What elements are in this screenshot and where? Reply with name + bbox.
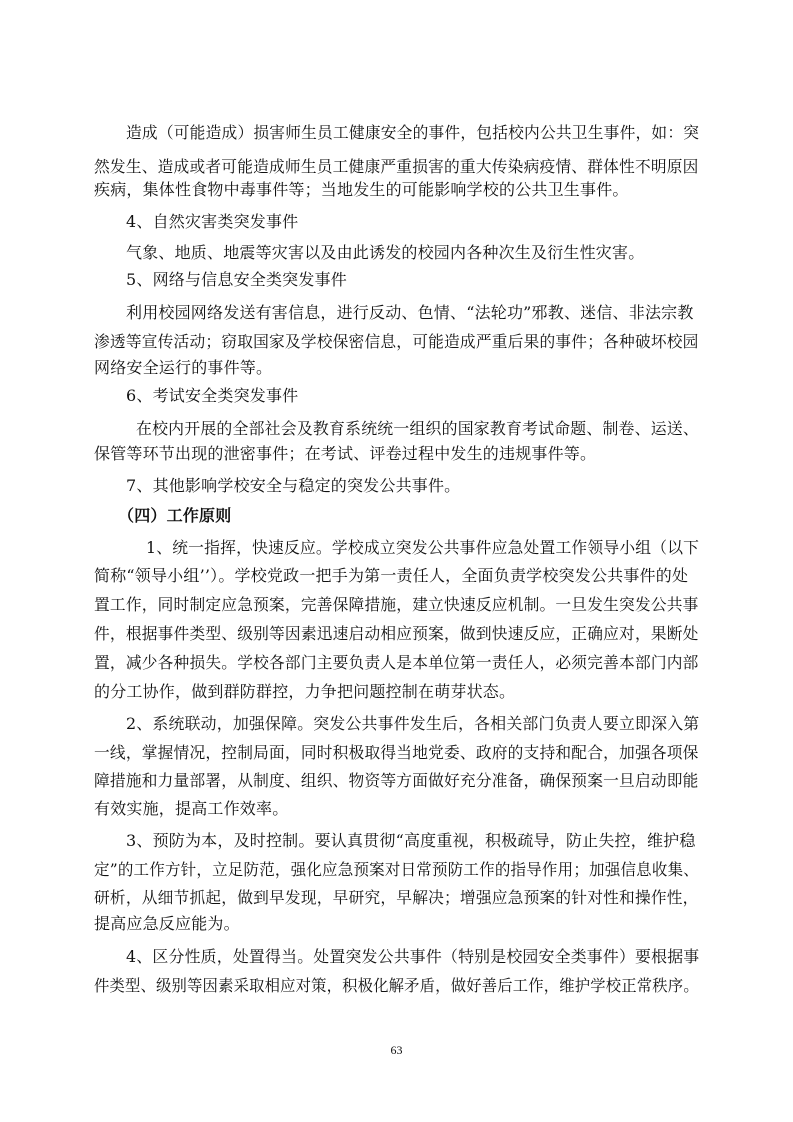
body-text-line: 3、预防为本，及时控制。要认真贯彻“高度重视，积极疏导，防止失控，维护稳: [126, 831, 696, 850]
section-heading: 4、自然灾害类突发事件: [126, 212, 299, 231]
body-text-line: 在校内开展的全部社会及教育系统统一组织的国家教育考试命题、制卷、运送、: [136, 419, 699, 438]
body-text-line: 有效实施，提高工作效率。: [94, 799, 289, 818]
body-text-line: 1、统一指挥，快速反应。学校成立突发公共事件应急处置工作领导小组（以下: [146, 538, 700, 557]
body-text-line: 4、区分性质，处置得当。处置突发公共事件（特别是校园安全类事件）要根据事: [126, 947, 700, 966]
page-number: 63: [390, 1043, 403, 1057]
body-text-line: 件，根据事件类型、级别等因素迅速启动相应预案，做到快速反应，正确应对，果断处: [94, 624, 699, 643]
body-text-line: 网络安全运行的事件等。: [94, 358, 273, 377]
body-text-line: 定”的工作方针，立足防范，强化应急预案对日常预防工作的指导作用；加强信息收集、: [94, 860, 700, 879]
body-text-line: 的分工协作，做到群防群控，力争把问题控制在萌芽状态。: [94, 682, 516, 701]
body-text-line: 然发生、造成或者可能造成师生员工健康严重损害的重大传染病疫情、群体性不明原因: [94, 157, 699, 176]
body-text-line: 气象、地质、地震等灾害以及由此诱发的校园内各种次生及衍生性灾害。: [126, 243, 645, 262]
body-text-line: 保管等环节出现的泄密事件；在考试、评卷过程中发生的违规事件等。: [94, 444, 597, 463]
section-heading: 5、网络与信息安全类突发事件: [126, 270, 347, 289]
chapter-heading: （四）工作原则: [118, 506, 232, 525]
body-text-line: 置，减少各种损失。学校各部门主要负责人是本单位第一责任人，必须完善本部门内部: [94, 653, 699, 672]
body-text-line: 简称“领导小组’’）。学校党政一把手为第一责任人，全面负责学校突发公共事件的处: [94, 566, 689, 585]
body-text-line: 研析，从细节抓起，做到早发现，早研究，早解决；增强应急预案的针对性和操作性，: [94, 888, 699, 907]
body-text-line: 利用校园网络发送有害信息，进行反动、色情、“法轮功”邪教、迷信、非法宗教: [126, 303, 694, 322]
body-text-line: 提高应急反应能为。: [94, 914, 240, 933]
body-text-line: 件类型、级别等因素采取相应对策，积极化解矛盾，做好善后工作，维护学校正常秩序。: [94, 976, 699, 995]
section-heading: 6、考试安全类突发事件: [126, 386, 299, 405]
body-text-line: 置工作，同时制定应急预案，完善保障措施，建立快速反应机制。一旦发生突发公共事: [94, 595, 699, 614]
section-heading: 7、其他影响学校安全与稳定的突发公共事件。: [126, 476, 461, 495]
body-text-line: 障措施和力量部署，从制度、组织、物资等方面做好充分准备，确保预案一旦启动即能: [94, 771, 699, 790]
body-text-line: 造成（可能造成）损害师生员工健康安全的事件，包括校内公共卫生事件，如：突: [126, 123, 700, 142]
body-text-line: 疾病，集体性食物中毒事件等；当地发生的可能影响学校的公共卫生事件。: [94, 180, 629, 199]
body-text-line: 渗透等宣传活动；窃取国家及学校保密信息，可能造成严重后果的事件；各种破坏校园: [94, 332, 699, 351]
body-text-line: 一线，掌握情况，控制局面，同时积极取得当地党委、政府的支持和配合，加强各项保: [94, 743, 699, 762]
body-text-line: 2、系统联动，加强保障。突发公共事件发生后，各相关部门负责人要立即深入第: [126, 714, 700, 733]
